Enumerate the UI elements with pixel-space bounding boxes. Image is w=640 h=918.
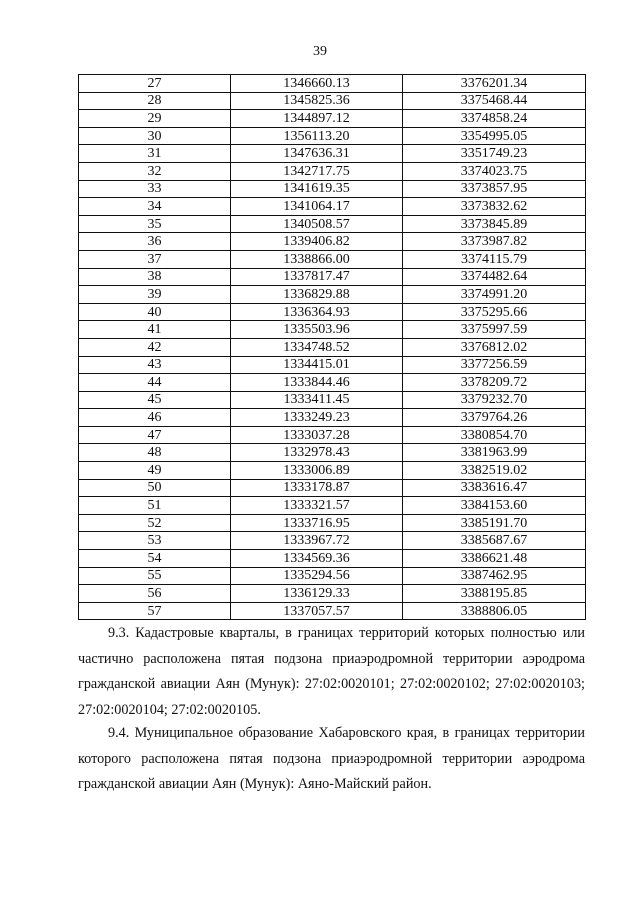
table-row bbox=[79, 602, 586, 620]
y-coordinate-cell: 3375295.66 bbox=[403, 303, 586, 321]
point-number-cell: 32 bbox=[79, 162, 231, 180]
y-coordinate-cell: 3379764.26 bbox=[403, 409, 586, 427]
point-number-cell: 43 bbox=[79, 356, 231, 374]
x-coordinate-cell: 1333844.46 bbox=[231, 374, 403, 392]
x-coordinate-cell: 1337817.47 bbox=[231, 268, 403, 286]
y-coordinate-cell: 3382519.02 bbox=[403, 462, 586, 480]
x-coordinate-cell: 1338866.00 bbox=[231, 250, 403, 268]
y-coordinate-cell: 3388195.85 bbox=[403, 585, 586, 603]
point-number-cell: 56 bbox=[79, 585, 231, 603]
point-number-cell: 40 bbox=[79, 303, 231, 321]
y-coordinate-cell: 3373857.95 bbox=[403, 180, 586, 198]
x-coordinate-cell: 1356113.20 bbox=[231, 127, 403, 145]
x-coordinate-cell: 1346660.13 bbox=[231, 75, 403, 93]
point-number-cell: 38 bbox=[79, 268, 231, 286]
table-row bbox=[79, 567, 586, 585]
table-row bbox=[79, 268, 586, 286]
point-number-cell: 35 bbox=[79, 215, 231, 233]
y-coordinate-cell: 3383616.47 bbox=[403, 479, 586, 497]
table-row bbox=[79, 198, 586, 216]
x-coordinate-cell: 1336829.88 bbox=[231, 286, 403, 304]
point-number-cell: 28 bbox=[79, 92, 231, 110]
y-coordinate-cell: 3374482.64 bbox=[403, 268, 586, 286]
point-number-cell: 36 bbox=[79, 233, 231, 251]
y-coordinate-cell: 3385191.70 bbox=[403, 514, 586, 532]
point-number-cell: 30 bbox=[79, 127, 231, 145]
point-number-cell: 46 bbox=[79, 409, 231, 427]
y-coordinate-cell: 3373832.62 bbox=[403, 198, 586, 216]
x-coordinate-cell: 1334748.52 bbox=[231, 338, 403, 356]
y-coordinate-cell: 3374991.20 bbox=[403, 286, 586, 304]
point-number-cell: 50 bbox=[79, 479, 231, 497]
table-row bbox=[79, 180, 586, 198]
x-coordinate-cell: 1337057.57 bbox=[231, 602, 403, 620]
y-coordinate-cell: 3386621.48 bbox=[403, 550, 586, 568]
table-row bbox=[79, 233, 586, 251]
point-number-cell: 52 bbox=[79, 514, 231, 532]
x-coordinate-cell: 1344897.12 bbox=[231, 110, 403, 128]
y-coordinate-cell: 3377256.59 bbox=[403, 356, 586, 374]
point-number-cell: 44 bbox=[79, 374, 231, 392]
table-row bbox=[79, 374, 586, 392]
point-number-cell: 48 bbox=[79, 444, 231, 462]
x-coordinate-cell: 1342717.75 bbox=[231, 162, 403, 180]
x-coordinate-cell: 1335294.56 bbox=[231, 567, 403, 585]
page-number: 39 bbox=[313, 44, 327, 59]
coordinates-table bbox=[78, 74, 586, 620]
point-number-cell: 51 bbox=[79, 497, 231, 515]
x-coordinate-cell: 1334415.01 bbox=[231, 356, 403, 374]
table-row bbox=[79, 497, 586, 515]
y-coordinate-cell: 3380854.70 bbox=[403, 426, 586, 444]
y-coordinate-cell: 3373845.89 bbox=[403, 215, 586, 233]
table-row bbox=[79, 75, 586, 93]
table-row bbox=[79, 409, 586, 427]
point-number-cell: 45 bbox=[79, 391, 231, 409]
y-coordinate-cell: 3376201.34 bbox=[403, 75, 586, 93]
point-number-cell: 34 bbox=[79, 198, 231, 216]
table-row bbox=[79, 321, 586, 339]
coordinates-table-body bbox=[79, 75, 586, 620]
y-coordinate-cell: 3373987.82 bbox=[403, 233, 586, 251]
point-number-cell: 29 bbox=[79, 110, 231, 128]
x-coordinate-cell: 1336129.33 bbox=[231, 585, 403, 603]
y-coordinate-cell: 3387462.95 bbox=[403, 567, 586, 585]
paragraph-9-4: 9.4. Муниципальное образование Хабаровского края, в границах территории которого расположена пятая подзона приаэродромной территории аэродрома гражданской авиации Аян (Мунук): Аяно-Майский район. bbox=[78, 725, 585, 792]
point-number-cell: 49 bbox=[79, 462, 231, 480]
x-coordinate-cell: 1347636.31 bbox=[231, 145, 403, 163]
x-coordinate-cell: 1341619.35 bbox=[231, 180, 403, 198]
x-coordinate-cell: 1333716.95 bbox=[231, 514, 403, 532]
point-number-cell: 47 bbox=[79, 426, 231, 444]
x-coordinate-cell: 1334569.36 bbox=[231, 550, 403, 568]
y-coordinate-cell: 3388806.05 bbox=[403, 602, 586, 620]
table-row bbox=[79, 127, 586, 145]
point-number-cell: 53 bbox=[79, 532, 231, 550]
y-coordinate-cell: 3374858.24 bbox=[403, 110, 586, 128]
point-number-cell: 55 bbox=[79, 567, 231, 585]
table-row bbox=[79, 303, 586, 321]
paragraph-9-3: 9.3. Кадастровые кварталы, в границах территорий которых полностью или частично расположена пятая подзона приаэродромной территории аэродрома гражданской авиации Аян (Мунук): 27:02:0020101; 27:02:0020102; 27:02:0020103; 27:02:0020104; 27:02:0020105. bbox=[78, 625, 585, 718]
x-coordinate-cell: 1333321.57 bbox=[231, 497, 403, 515]
table-row bbox=[79, 532, 586, 550]
table-row bbox=[79, 514, 586, 532]
x-coordinate-cell: 1339406.82 bbox=[231, 233, 403, 251]
table-row bbox=[79, 338, 586, 356]
y-coordinate-cell: 3354995.05 bbox=[403, 127, 586, 145]
table-row bbox=[79, 215, 586, 233]
y-coordinate-cell: 3351749.23 bbox=[403, 145, 586, 163]
table-row bbox=[79, 250, 586, 268]
y-coordinate-cell: 3381963.99 bbox=[403, 444, 586, 462]
x-coordinate-cell: 1333967.72 bbox=[231, 532, 403, 550]
table-row bbox=[79, 462, 586, 480]
x-coordinate-cell: 1336364.93 bbox=[231, 303, 403, 321]
y-coordinate-cell: 3378209.72 bbox=[403, 374, 586, 392]
table-row bbox=[79, 391, 586, 409]
y-coordinate-cell: 3375997.59 bbox=[403, 321, 586, 339]
x-coordinate-cell: 1345825.36 bbox=[231, 92, 403, 110]
table-row bbox=[79, 444, 586, 462]
table-row bbox=[79, 356, 586, 374]
x-coordinate-cell: 1333006.89 bbox=[231, 462, 403, 480]
table-row bbox=[79, 426, 586, 444]
point-number-cell: 39 bbox=[79, 286, 231, 304]
table-row bbox=[79, 479, 586, 497]
x-coordinate-cell: 1340508.57 bbox=[231, 215, 403, 233]
point-number-cell: 31 bbox=[79, 145, 231, 163]
y-coordinate-cell: 3375468.44 bbox=[403, 92, 586, 110]
x-coordinate-cell: 1333178.87 bbox=[231, 479, 403, 497]
point-number-cell: 33 bbox=[79, 180, 231, 198]
x-coordinate-cell: 1333249.23 bbox=[231, 409, 403, 427]
y-coordinate-cell: 3376812.02 bbox=[403, 338, 586, 356]
table-row bbox=[79, 550, 586, 568]
y-coordinate-cell: 3374115.79 bbox=[403, 250, 586, 268]
point-number-cell: 37 bbox=[79, 250, 231, 268]
x-coordinate-cell: 1333411.45 bbox=[231, 391, 403, 409]
point-number-cell: 27 bbox=[79, 75, 231, 93]
table-row bbox=[79, 145, 586, 163]
table-row bbox=[79, 92, 586, 110]
point-number-cell: 57 bbox=[79, 602, 231, 620]
table-row bbox=[79, 286, 586, 304]
x-coordinate-cell: 1341064.17 bbox=[231, 198, 403, 216]
y-coordinate-cell: 3379232.70 bbox=[403, 391, 586, 409]
x-coordinate-cell: 1332978.43 bbox=[231, 444, 403, 462]
point-number-cell: 42 bbox=[79, 338, 231, 356]
x-coordinate-cell: 1335503.96 bbox=[231, 321, 403, 339]
y-coordinate-cell: 3384153.60 bbox=[403, 497, 586, 515]
table-row bbox=[79, 585, 586, 603]
point-number-cell: 54 bbox=[79, 550, 231, 568]
y-coordinate-cell: 3385687.67 bbox=[403, 532, 586, 550]
y-coordinate-cell: 3374023.75 bbox=[403, 162, 586, 180]
point-number-cell: 41 bbox=[79, 321, 231, 339]
x-coordinate-cell: 1333037.28 bbox=[231, 426, 403, 444]
table-row bbox=[79, 110, 586, 128]
table-row bbox=[79, 162, 586, 180]
